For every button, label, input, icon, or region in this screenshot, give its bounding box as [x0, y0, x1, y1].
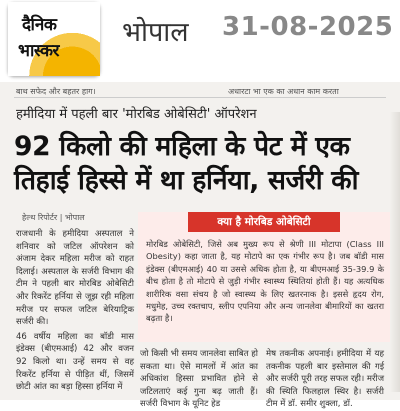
article-kicker: हमीदिया में पहली बार 'मोरबिड ओबेसिटी' ऑपरेशन: [16, 107, 257, 122]
logo-line2: भास्कर: [18, 41, 59, 61]
article-column-1: [16, 228, 134, 396]
article-byline: हेल्थ रिपोर्टर | भोपाल: [22, 213, 85, 222]
column-1-paragraph-2: 46 वर्षीय महिला का बॉडी मास इंडेक्स (बीएमआई) 42 और वजन 92 किलो था। उन्हें समय से वह रिकरेंट हर्निया से पीड़ित थीं, जिसमें छोटी आंत का बड़ा हिस्सा हर्निया में: [16, 331, 134, 393]
edition-date: 31-08-2025: [222, 12, 394, 42]
header: [0, 0, 400, 82]
top-strip-left: बाथ सफेद और बहतर हाग।: [16, 87, 96, 96]
logo-line1: दैनिक: [22, 15, 57, 35]
top-strip-right: अधारटा भा एक का अधान काम करता: [228, 87, 339, 96]
edition-city: भोपाल: [122, 17, 189, 48]
info-box-body: मोरबिड ओबेसिटी, जिसे अब मुख्य रूप से श्रेणी III मोटापा (Class III Obesity) कहा जाता है, यह मोटापे का एक गंभीर रूप है। जब बॉडी मास इंडेक्स (बीएमआई) 40 या उससे अधिक होता है, या बीएमआई 35-39.9 के बीच होता है तो मोटापे से जुड़ी गंभीर स्वास्थ्य स्थितियां होती हैं। यह अत्यधिक शारीरिक वसा संचय है जो स्वास्थ्य के लिए खतरनाक है। इससे हृदय रोग, मधुमेह, उच्च रक्तचाप, स्लीप एपनिया और अन्य जानलेवा बीमारियों का खतरा बढ़ता है।: [146, 239, 384, 324]
column-1-paragraph-1: राजधानी के हमीदिया अस्पताल ने शनिवार को जटिल ऑपरेशन को अंजाम देकर महिला मरीज को राहत दिलाई। अस्पताल के सर्जरी विभाग की टीम ने पहली बार मोरबिड ओबेसिटी और रिकरेंट हर्निया से जूझ रही महिला मरीज पर सफल जटिल बेरियाट्रिक सर्जरी की।: [16, 229, 134, 328]
dainik-bhaskar-logo[interactable]: [8, 2, 100, 76]
article-column-2: जो किसी भी समय जानलेवा साबित हो सकता था। ऐसे मामलों में आंत का अधिकांश हिस्सा प्रभावित होने से जटिलताएं कई गुना बढ़ जाती हैं। सर्जरी विभाग के यूनिट हेड: [140, 349, 258, 410]
article-column-3: मेष तकनीक अपनाई। हमीदिया में यह तकनीक पहली बार इस्तेमाल की गई और सर्जरी पूरी तरह सफल रही। मरीज की स्थिति फिलहाल स्थिर है। सर्जरी टीम में डॉ. समीर शुक्ला, डॉ.: [266, 349, 385, 410]
article-headline: 92 किलो की महिला के पेट में एक तिहाई हिस्से में था हर्निया, सर्जरी की: [14, 131, 359, 196]
info-box: [138, 212, 390, 342]
divider: [14, 97, 386, 98]
info-box-title: क्या है मोरबिड ओबेसिटी: [188, 212, 340, 232]
newspaper-page: [0, 82, 400, 410]
page-edge-shadow: [390, 112, 400, 392]
